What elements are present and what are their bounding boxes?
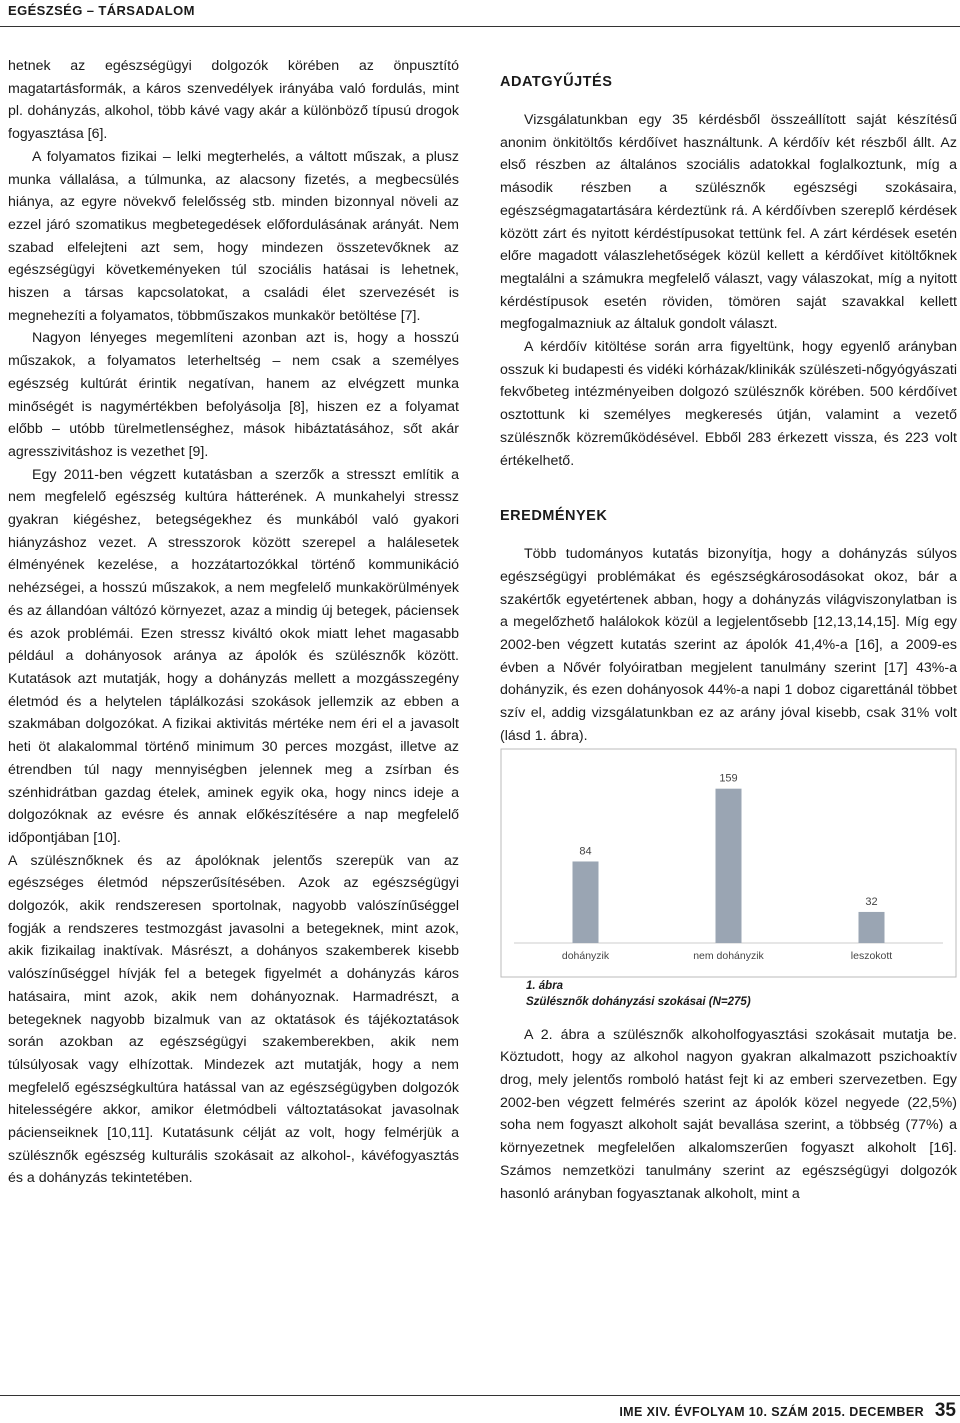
category-label: nem dohányzik [693,949,764,962]
section-title-adatgyujtes: ADATGYŰJTÉS [500,74,613,90]
section-header: EGÉSZSÉG – TÁRSADALOM [8,3,195,18]
category-label: dohányzik [561,949,610,962]
value-label: 32 [865,895,878,908]
journal-info: IME XIV. ÉVFOLYAM 10. SZÁM 2015. DECEMBER [619,1405,924,1419]
footer-divider [0,1395,960,1396]
bar-chart [500,748,957,978]
figure-caption-title: Szülésznők dohányzási szokásai (N=275) [526,995,751,1008]
value-label: 84 [579,845,592,858]
paragraph: Több tudományos kutatás bizonyítja, hogy a dohányzás súlyos egészségügyi problémákat és egészségkárosodásokat okoz, bár a szakértők egyetértenek abban, hogy a dohányzás világviszonylatban is a megelőzhető halálokok közül a legjelentősebb [12,13,14,15]. Míg egy 2002-ben végzett kutatás szerint az ápolók 41,4%-a [16], a 2009-es évben a Nővér folyóiratban megjelent tanulmány szerint [17] 43%-a dohányzik, és ezen dohányosok 44%-a napi 1 doboz cigarettánál többet szív el, addig vizsgálatunkban ez az arány jóval kisebb, csak 31% volt (lásd 1. ábra). [500,546,957,744]
bar-0 [573,861,599,943]
figure-caption-number: 1. ábra [526,979,564,992]
section-title-eredmenyek: EREDMÉNYEK [500,508,608,525]
paragraph: Egy 2011-ben végzett kutatásban a szerzők a stresszt említik a nem megfelelő egészség kultúra hátterének. A munkahelyi stressz gyakran kiégéshez, betegségekhez és munkából való gyakori hiányzáshoz vezet. A stresszorok között szerepel a halálesetek élményének kezelése, a hozzátartozókkal történő kommunikáció nehézségei, a hosszú műszakok, a nem megfelelő munkakörülmények és az állandóan váltózó környezet, azaz a mindig új betegek, páciensek és azok problémái. Ezen stressz kiváltó okok miatt lehet magasabb például a dohányosok aránya az ápolók és szülésznők között. Kutatások azt mutatják, hogy a dohányzás mellett a mozgásszegény életmód és a helytelen táplálkozási szokások jellemzik az ebben a szakmában dolgozókat. A fizikai aktivitás mértéke nem éri el a javasolt heti öt alakalommal történő minimum 30 perces mozgást, illetve az étrendben túl nagy mennyiségben jelennek meg a zsírban és szénhidrátban gazdag ételek, aminek egyik oka, hogy nincs ideje a dolgozóknak az evésre és annak előkészítésére a nap megfelelő időpontjában [10]. [8,466,459,846]
figure-1 [500,748,957,978]
paragraph: Vizsgálatunkban egy 35 kérdésből összeállított saját készítésű anonim önkitöltős kérdőívet használtunk. A kérdőív két részből állt. Az első részben az általános szociális adatokkal foglalkoztunk, míg a második részben a szülésznők egészségi szokásaira, egészségmagatartására kérdeztünk rá. A kérdőívben szereplő kérdések között zárt és nyitott kérdéstípusokat tettünk fel. A zárt kérdések esetén előre magadott válaszlehetőségek közül kellett a kérdőívet kitöltőknek megtalálni a számukra megfelelő választ, vagy válaszokat, míg a nyitott kérdéstípusok esetén röviden, tömören saját szavakkal kellett megfogalmazniuk az általuk gondolt választ. [500,112,957,333]
value-label: 159 [719,772,738,785]
paragraph: A 2. ábra a szülésznők alkoholfogyasztási szokásait mutatja be. Köztudott, hogy az alkohol nagyon gyakran alkalmazott pszichoaktív drog, mely jelentős romboló hatást fejt ki az emberi szervezetben. Egy 2002-ben végzett felmérés szerint az ápolók közel negyede (22,5%) soha nem fogyaszt alkoholt saját bevallása szerint, a többség (77%) a környezetnek megfelelően alkalomszerűen fogyaszt alkoholt [16]. Számos nemzetközi tanulmány szerint az egészségügyi dolgozók hasonló arányban fogyasztanak alkoholt, mint a [500,1026,957,1202]
paragraph: A szülésznőknek és az ápolóknak jelentős szerepük van az egészséges életmód népszerűsítésében. Azok az egészségügyi dolgozók, akik rendszeresen sportolnak, nagyobb valószínűséggel fogják a rendszeres testmozgást javasolni a betegeknek, mint azok, akik fizikailag inaktívak. Másrészt, a dohányos szakemberek kisebb valószínűséggel hívják fel a betegek figyelmét a dohányzás káros hatásaira, mint azok, akik nem dohányoznak. Harmadrészt, a betegeknek nagyobb bizalmuk van az oktatások és tájékoztatások során azokban az egészségügyi szakemberekben, akik nem túlsúlyosak vagy elhízottak. Mindezek azt mutatják, hogy a nem megfelelő egészségkultúra hatással van az egészségügyben dolgozók hitelességére akkor, amikor életmódbeli változtatásokat javasolnak pácienseiknek [10,11]. Kutatásunk célját az volt, hogy felmérjük a szülésznők egészség kulturális szokásait az alkohol-, kávéfogyasztás és a dohányzás tekintetében. [8,852,459,1187]
page-number: 35 [934,1400,956,1421]
paragraph: hetnek az egészségügyi dolgozók körében az önpusztító magatartásformák, a káros szenvedélyek irányába való fordulás, mint pl. dohányzás, alkohol, több kávé vagy akár a különböző típusú drogok fogyasztása [6]. [8,58,459,143]
bar-2 [859,912,885,943]
paragraph: A kérdőív kitöltése során arra figyeltünk, hogy egyenlő arányban osszuk ki budapesti és vidéki kórházak/klinikák szülészeti-nőgyógyászati fekvőbeteg intézményeiben dolgozó szülésznők körében. 500 kérdőívet osztottunk ki személyes megkeresés útján, valamint a vezető szülésznők közreműködésével. Ebből 283 érkezett vissza, és 223 volt értékelhető. [500,339,957,469]
paragraph: Nagyon lényeges megemlíteni azonban azt is, hogy a hosszú műszakok, a folyamatos leterheltség – nem csak a személyes egészség kultúrát érintik negatívan, hanem az elvégzett munka minőségét is nagymértékben befolyásolja [8], hiszen ez a folyamat előbb – utóbb türelmetlenséghez, mások hibáztatásához, sőt akár agresszivitáshoz is vezethet [9]. [8,330,459,460]
paragraph: A folyamatos fizikai – lelki megterhelés, a váltott műszak, a plusz munka vállalása, a túlmunka, az alacsony fizetés, a megbecsülés hiánya, az egyre növekvő felelősség stb. minden bizonnyal növeli az ezzel járó szomatikus megbetegedések előfordulásának arányát. Nem szabad elfelejteni azt sem, hogy mindezen összetevőknek az egészségügyi követkeményeken túl szociális hatásai is lehetnek, hiszen a társas kapcsolatokat, a családi élet szervezését is megnehezíti a folyamatos, többműszakos munkakör betöltése [7]. [8,148,459,324]
header-divider [0,26,960,27]
right-column [500,55,957,1205]
bar-1 [716,788,742,942]
category-label: leszokott [850,949,893,962]
left-column [8,55,459,1190]
